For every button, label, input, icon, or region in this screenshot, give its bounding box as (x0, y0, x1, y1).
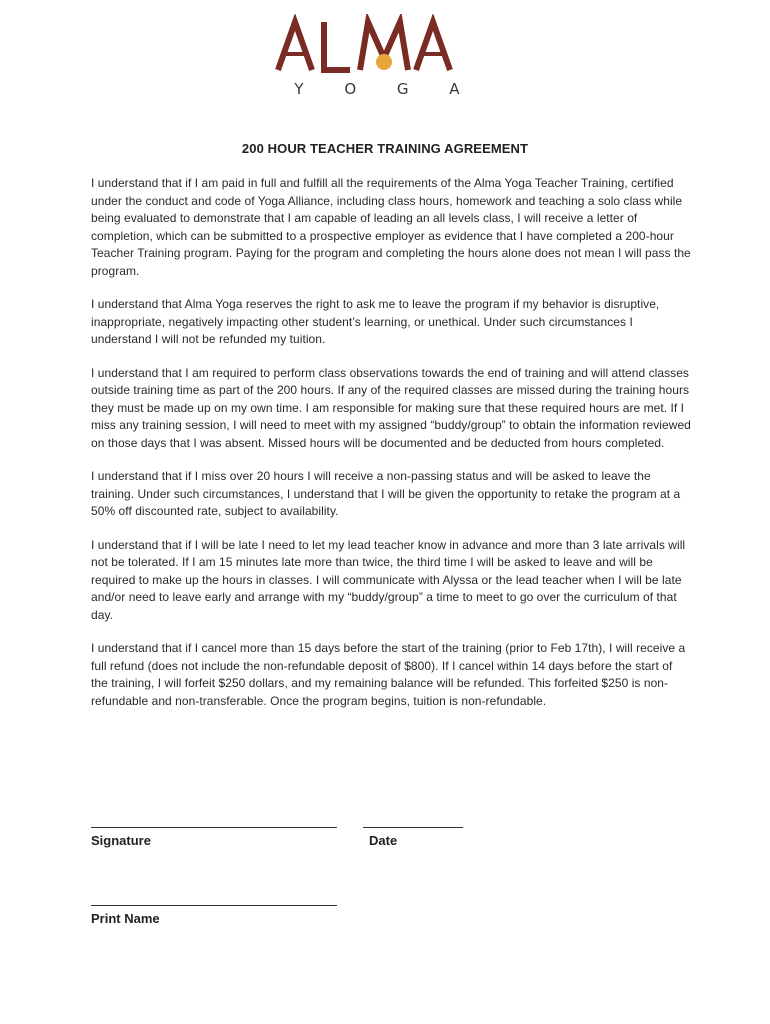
paragraph-completion: I understand that if I am paid in full and fulfill all the requirements of the Alma Yoga Teacher Training, certified under the conduct and code of Yoga Alliance, including class hours, homework and teaching a solo class while being evaluated to demonstrate that I am capable of leading an all levels class, I will receive a letter of completion, which can be submitted to a prospective employer as evidence that I have completed a 200-hour Teacher Training program. Paying for the program and completing the hours alone does not mean I will pass the program. (91, 176, 691, 278)
agreement-body (91, 175, 691, 726)
paragraph-missed-hours: I understand that if I miss over 20 hours I will receive a non-passing status and will be asked to leave the training. Under such circumstances, I understand that I will be given the opportunity to retake the program at a 50% off discounted rate, subject to availability. (91, 469, 681, 518)
paragraph-cancellation: I understand that if I cancel more than 15 days before the start of the training (prior to Feb 17th), I will receive a full refund (does not include the non-refundable deposit of $800). If I cancel within 14 days before the start of the training, I will forfeit $250 dollars, and my remaining balance will be refunded. This forfeited $250 is non-refundable and non-transferable. Once the program begins, tuition is non-refundable. (91, 641, 686, 708)
paragraph-conduct: I understand that Alma Yoga reserves the right to ask me to leave the program if my behavior is disruptive, inappropriate, negatively impacting other student’s learning, or unethical. Under such circumstances I understand I will not be refunded my tuition. (91, 297, 660, 346)
paragraph-lateness: I understand that if I will be late I need to let my lead teacher know in advance and more than 3 late arrivals will not be tolerated. If I am 15 minutes late more than twice, the third time I will be asked to leave and will be required to make up the hours in classes. I will communicate with Alyssa or the lead teacher when I will be late and/or need to leave early and arrange with my “buddy/group” a time to meet to go over the curriculum of that day. (91, 537, 686, 622)
paragraph-observations: I understand that I am required to perform class observations towards the end of training and will attend classes outside training time as part of the 200 hours. If any of the required classes are missed during the training hours they must be made up on my own time. I am responsible for making sure that these required hours are met. If I miss any training session, I will need to meet with my assigned “buddy/group” to obtain the information reviewed on those days that I was absent. Missed hours will be documented and be deducted from hours completed. (91, 365, 691, 450)
logo-subtitle: Y O G A (294, 80, 478, 98)
print-name-label: Print Name (91, 911, 160, 926)
signature-label: Signature (91, 833, 151, 848)
document-title: 200 HOUR TEACHER TRAINING AGREEMENT (241, 141, 529, 156)
date-line[interactable] (363, 827, 463, 828)
date-label: Date (369, 833, 398, 848)
print-name-line[interactable] (91, 905, 337, 906)
signature-line[interactable] (91, 827, 337, 828)
